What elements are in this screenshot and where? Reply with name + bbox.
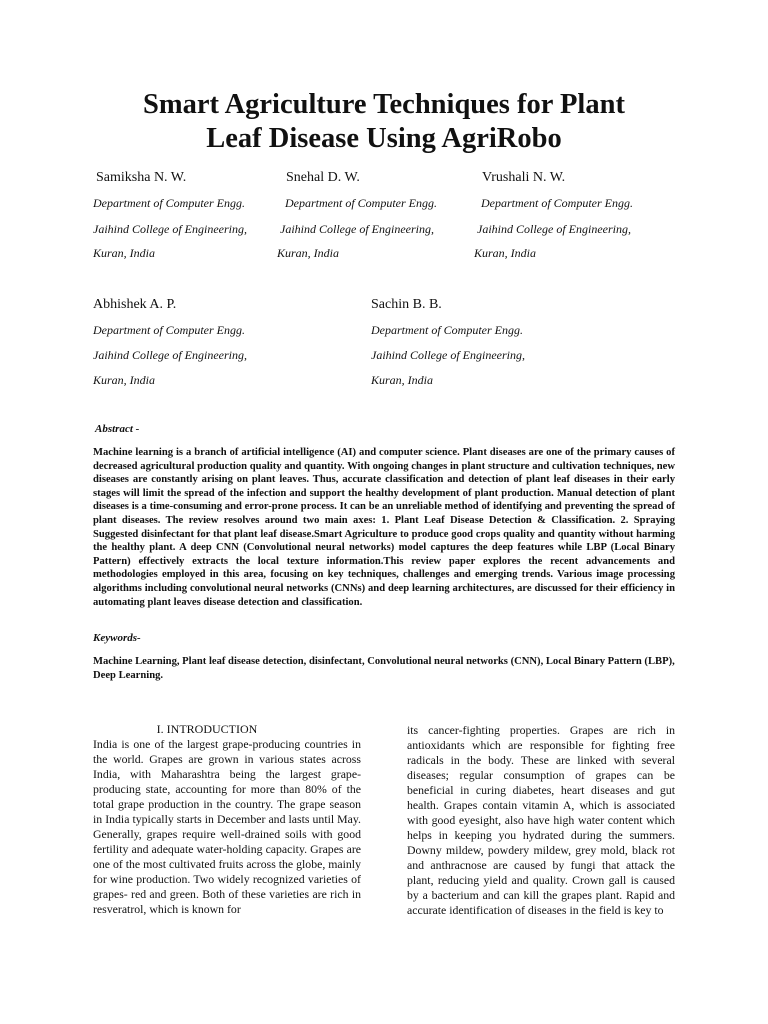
author-place: Kuran, India: [371, 373, 434, 387]
intro-column-left: India is one of the largest grape-producing countries in the world. Grapes are grown in various states across India, with Maharashtra being the largest grape-producing state, accounting for more than 80% of the total grape production in the country. The grape season in India typically starts in December and lasts until May. Generally, grapes require well-drained soils with good fertility and adequate water-holding capacity. Grapes are one of the most cultivated fruits across the globe, mainly for wine production. Two widely recognized varieties of grapes- red and green. Both of these varieties are rich in resveratrol, which is known for: [93, 737, 361, 916]
author-college: Jaihind College of Engineering,: [280, 222, 434, 236]
author-name: Vrushali N. W.: [482, 170, 566, 185]
title-line-2: Leaf Disease Using AgriRobo: [206, 123, 562, 154]
abstract-heading: Abstract -: [95, 423, 140, 435]
author-place: Kuran, India: [93, 246, 156, 260]
author-college: Jaihind College of Engineering,: [477, 222, 631, 236]
keywords-heading: Keywords-: [93, 632, 141, 644]
author-name: Abhishek A. P.: [93, 297, 177, 312]
author-place: Kuran, India: [474, 246, 537, 260]
author-place: Kuran, India: [277, 246, 340, 260]
abstract-body: Machine learning is a branch of artificial intelligence (AI) and computer science. Plant diseases are one of the primary causes of decreased agricultural production quality and quantity. With ongoing changes in plant structure and cultivation techniques, new diseases are constantly arising on plant leaves. Thus, accurate classification and detection of plant leaf diseases in their early stages will limit the spread of the infection and support the healthy development of plant production. Manual detection of plant diseases is a time-consuming and error-prone process. It can be an unreliable method of identifying and preventing the spread of plant diseases. The review resolves around two main axes: 1. Plant Leaf Disease Detection & Classification. 2. Spraying Suggested disinfectant for that plant leaf disease.Smart Agriculture to produce good crops quality and quantity without harming the healthy plant. A deep CNN (Convolutional neural networks) model captures the deep features while LBP (Local Binary Pattern) effectively extracts the local texture information.This review paper explores the recent advancements and methodologies employed in this area, focusing on key techniques, challenges and emerging trends. Various image processing algorithms including convolutional neural networks (CNNs) and deep learning architectures, are discussed for their efficiency in automating plant leaves disease detection and classification.: [93, 447, 675, 608]
author-dept: Department of Computer Engg.: [285, 196, 437, 210]
author-dept: Department of Computer Engg.: [371, 323, 523, 337]
author-college: Jaihind College of Engineering,: [93, 222, 247, 236]
keywords-body: Machine Learning, Plant leaf disease detection, disinfectant, Convolutional neural networks (CNN), Local Binary Pattern (LBP), Deep Learning.: [93, 656, 675, 681]
author-name: Sachin B. B.: [371, 297, 442, 312]
section-heading-introduction: I. INTRODUCTION: [156, 722, 258, 736]
intro-column-right: its cancer-fighting properties. Grapes are rich in antioxidants which are responsible for fighting free radicals in the body. These are linked with several diseases; regular consumption of grapes can be beneficial in curing diabetes, heart diseases and gut health. Grapes contain vitamin A, which is associated with good eyesight, also have high water content which helps in keeping you hydrated during the summers. Downy mildew, powdery mildew, grey mold, black rot and anthracnose are caused by fungi that attack the plant, reducing yield and quality. Crown gall is caused by a bacterium and can kill the grapes plant. Rapid and accurate identification of diseases in the field is key to: [407, 723, 675, 917]
author-place: Kuran, India: [93, 373, 156, 387]
author-college: Jaihind College of Engineering,: [371, 348, 525, 362]
author-dept: Department of Computer Engg.: [93, 196, 245, 210]
author-dept: Department of Computer Engg.: [481, 196, 633, 210]
paper-title: [0, 88, 768, 156]
author-name: Samiksha N. W.: [96, 170, 187, 185]
author-name: Snehal D. W.: [286, 170, 360, 185]
title-line-1: Smart Agriculture Techniques for Plant: [143, 89, 625, 120]
author-college: Jaihind College of Engineering,: [93, 348, 247, 362]
author-dept: Department of Computer Engg.: [93, 323, 245, 337]
